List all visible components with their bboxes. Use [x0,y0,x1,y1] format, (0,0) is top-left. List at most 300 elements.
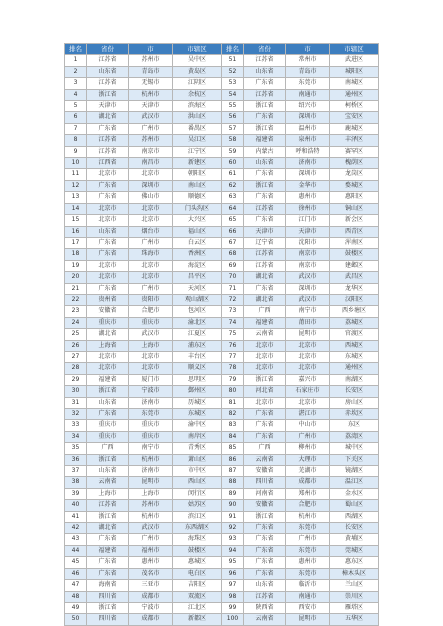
table-row [65,203,379,214]
right-district-cell: 浑南区 [330,237,379,248]
right-rank-cell: 86 [222,454,244,465]
left-rank-cell: 49 [65,602,87,613]
right-rank-cell: 100 [222,614,244,625]
left-rank-cell: 18 [65,249,87,260]
right-rank-cell: 90 [222,500,244,511]
left-city-cell: 广州市 [129,283,173,294]
right-city-cell: 大理市 [286,454,330,465]
left-district-cell: 江夏区 [173,329,222,340]
table-row [65,545,379,556]
table-row [65,431,379,442]
right-province-cell: 河南省 [244,488,286,499]
right-district-cell: 赤坎区 [330,409,379,420]
right-district-cell: 建邺区 [330,260,379,271]
left-city-cell: 武汉市 [129,329,173,340]
right-rank-cell: 67 [222,237,244,248]
table-row [65,294,379,305]
left-province-cell: 贵州省 [87,294,129,305]
table-row [65,306,379,317]
table-row [65,317,379,328]
left-city-cell: 烟台市 [129,226,173,237]
left-rank-cell: 43 [65,534,87,545]
right-rank-cell: 78 [222,363,244,374]
right-city-cell: 石家庄市 [286,386,330,397]
right-rank-cell: 85 [222,443,244,454]
table-row [65,158,379,169]
right-city-cell: 徐州市 [286,203,330,214]
table-row [65,192,379,203]
left-rank-cell: 45 [65,557,87,568]
right-rank-cell: 55 [222,101,244,112]
right-district-cell: 南湖区 [330,374,379,385]
right-rank-cell: 76 [222,340,244,351]
right-rank-cell: 79 [222,374,244,385]
right-rank-cell: 66 [222,226,244,237]
left-city-cell: 苏州市 [129,500,173,511]
right-rank-cell: 82 [222,409,244,420]
right-rank-cell: 88 [222,477,244,488]
table-row [65,443,379,454]
left-district-cell: 海淀区 [173,260,222,271]
left-rank-cell: 19 [65,260,87,271]
left-district-cell: 天河区 [173,283,222,294]
right-district-cell: 丰泽区 [330,135,379,146]
right-rank-cell: 73 [222,306,244,317]
right-city-cell: 东莞市 [286,78,330,89]
right-district-cell: 南城区 [330,78,379,89]
right-rank-cell: 72 [222,294,244,305]
left-province-cell: 天津市 [87,101,129,112]
left-district-cell: 闵行区 [173,488,222,499]
right-city-cell: 深圳市 [286,283,330,294]
left-city-cell: 广州市 [129,534,173,545]
right-district-cell: 武昌区 [330,272,379,283]
left-rank-cell: 39 [65,488,87,499]
left-rank-cell: 41 [65,511,87,522]
right-city-cell: 南通市 [286,89,330,100]
right-district-cell: 下关区 [330,454,379,465]
right-city-cell: 北京市 [286,397,330,408]
right-district-cell: 五华区 [330,614,379,625]
right-province-cell: 安徽省 [244,500,286,511]
left-province-cell: 广东省 [87,192,129,203]
right-city-cell: 广州市 [286,534,330,545]
left-rank-cell: 16 [65,226,87,237]
left-rank-cell: 3 [65,78,87,89]
right-district-cell: 西青区 [330,226,379,237]
left-rank-cell: 28 [65,363,87,374]
right-province-cell: 广西 [244,306,286,317]
right-city-cell: 芜湖市 [286,466,330,477]
left-city-cell: 深圳市 [129,180,173,191]
left-district-cell: 番禺区 [173,123,222,134]
table-row [65,523,379,534]
left-rank-cell: 27 [65,351,87,362]
left-district-cell: 包河区 [173,306,222,317]
left-rank-cell: 2 [65,66,87,77]
left-city-cell: 上海市 [129,488,173,499]
right-province-cell: 山东省 [244,580,286,591]
right-rank-cell: 98 [222,591,244,602]
left-rank-cell: 14 [65,203,87,214]
left-rank-cell: 5 [65,101,87,112]
right-province-cell: 江苏省 [244,55,286,66]
table-row [65,272,379,283]
left-rank-cell: 20 [65,272,87,283]
right-province-cell: 广东省 [244,431,286,442]
table-row [65,580,379,591]
right-province-cell: 广东省 [244,192,286,203]
right-rank-cell: 83 [222,420,244,431]
left-province-cell: 广东省 [87,283,129,294]
left-province-cell: 广东省 [87,180,129,191]
right-province-cell: 江苏省 [244,591,286,602]
left-rank-cell: 25 [65,329,87,340]
left-rank-cell: 36 [65,454,87,465]
left-district-cell: 江阴区 [173,78,222,89]
table-body [65,55,379,625]
left-province-cell: 山东省 [87,226,129,237]
right-rank-cell: 70 [222,272,244,283]
right-rank-cell: 92 [222,523,244,534]
left-province-cell: 山东省 [87,397,129,408]
right-city-cell: 郑州市 [286,488,330,499]
left-district-cell: 观山湖区 [173,294,222,305]
left-province-cell: 湖北省 [87,112,129,123]
table-row [65,249,379,260]
right-province-cell: 广东省 [244,78,286,89]
left-rank-cell: 30 [65,386,87,397]
table-row [65,146,379,157]
left-province-cell: 湖北省 [87,329,129,340]
right-province-cell: 广东省 [244,409,286,420]
table-row [65,386,379,397]
left-city-cell: 成都市 [129,614,173,625]
right-district-cell: 雁塔区 [330,602,379,613]
left-province-cell: 福建省 [87,545,129,556]
header-rank-left: 排名 [65,44,87,55]
right-district-cell: 镜湖区 [330,466,379,477]
table-row [65,534,379,545]
right-province-cell: 湖北省 [244,272,286,283]
left-rank-cell: 6 [65,112,87,123]
right-province-cell: 四川省 [244,477,286,488]
right-district-cell: 汉阳区 [330,294,379,305]
left-province-cell: 广东省 [87,557,129,568]
right-province-cell: 云南省 [244,329,286,340]
left-city-cell: 成都市 [129,591,173,602]
right-city-cell: 济南市 [286,158,330,169]
left-city-cell: 北京市 [129,203,173,214]
right-city-cell: 深圳市 [286,169,330,180]
right-province-cell: 广东省 [244,545,286,556]
left-district-cell: 历城区 [173,397,222,408]
left-district-cell: 姑苏区 [173,500,222,511]
left-district-cell: 电白区 [173,568,222,579]
left-city-cell: 苏州市 [129,135,173,146]
header-district-right: 市辖区 [330,44,379,55]
left-rank-cell: 40 [65,500,87,511]
table-row [65,123,379,134]
left-district-cell: 新都区 [173,614,222,625]
right-rank-cell: 94 [222,545,244,556]
left-city-cell: 苏州市 [129,55,173,66]
left-province-cell: 广东省 [87,534,129,545]
right-rank-cell: 52 [222,66,244,77]
right-rank-cell: 81 [222,397,244,408]
right-city-cell: 西安市 [286,602,330,613]
right-province-cell: 辽宁省 [244,237,286,248]
left-city-cell: 济南市 [129,397,173,408]
left-rank-cell: 24 [65,317,87,328]
table-row [65,101,379,112]
header-city-right: 市 [286,44,330,55]
table-row [65,112,379,123]
left-district-cell: 丰台区 [173,351,222,362]
left-district-cell: 门头沟区 [173,203,222,214]
right-city-cell: 北京市 [286,340,330,351]
left-district-cell: 江北区 [173,602,222,613]
left-city-cell: 重庆市 [129,420,173,431]
right-city-cell: 武汉市 [286,272,330,283]
left-district-cell: 滨海区 [173,101,222,112]
left-rank-cell: 31 [65,397,87,408]
right-city-cell: 湛江市 [286,409,330,420]
left-district-cell: 吴中区 [173,55,222,66]
right-district-cell: 赛罕区 [330,146,379,157]
left-district-cell: 白云区 [173,237,222,248]
right-city-cell: 中山市 [286,420,330,431]
right-district-cell: 宝安区 [330,112,379,123]
right-province-cell: 浙江省 [244,180,286,191]
right-district-cell: 城中区 [330,443,379,454]
left-district-cell: 滨江区 [173,511,222,522]
left-province-cell: 浙江省 [87,89,129,100]
table-row [65,614,379,625]
right-city-cell: 成都市 [286,477,330,488]
right-province-cell: 广东省 [244,283,286,294]
left-district-cell: 东西湖区 [173,523,222,534]
table-row [65,135,379,146]
right-district-cell: 荔湾区 [330,431,379,442]
right-district-cell: 龙华区 [330,283,379,294]
table-row [65,466,379,477]
table-row [65,420,379,431]
right-province-cell: 广东省 [244,523,286,534]
left-province-cell: 山东省 [87,66,129,77]
right-district-cell: 武进区 [330,55,379,66]
right-province-cell: 内蒙古 [244,146,286,157]
header-city-left: 市 [129,44,173,55]
right-province-cell: 江苏省 [244,89,286,100]
left-rank-cell: 1 [65,55,87,66]
right-province-cell: 广东省 [244,169,286,180]
right-district-cell: 惠东区 [330,557,379,568]
right-district-cell: 城阳区 [330,66,379,77]
left-district-cell: 海珠区 [173,534,222,545]
right-district-cell: 官渡区 [330,329,379,340]
right-district-cell: 樟木头区 [330,568,379,579]
left-city-cell: 广州市 [129,237,173,248]
table-row [65,500,379,511]
right-province-cell: 安徽省 [244,466,286,477]
right-district-cell: 西湖区 [330,511,379,522]
right-district-cell: 东城区 [330,351,379,362]
left-city-cell: 珠海市 [129,249,173,260]
left-city-cell: 无锡市 [129,78,173,89]
right-rank-cell: 84 [222,431,244,442]
right-province-cell: 福建省 [244,135,286,146]
right-rank-cell: 95 [222,557,244,568]
right-district-cell: 龙岗区 [330,169,379,180]
left-city-cell: 茂名市 [129,568,173,579]
right-province-cell: 福建省 [244,317,286,328]
right-rank-cell: 60 [222,158,244,169]
left-rank-cell: 32 [65,409,87,420]
left-district-cell: 余杭区 [173,89,222,100]
left-rank-cell: 9 [65,146,87,157]
table-row [65,78,379,89]
left-rank-cell: 47 [65,580,87,591]
right-city-cell: 沈阳市 [286,237,330,248]
table-row [65,66,379,77]
right-province-cell: 江苏省 [244,203,286,214]
left-district-cell: 浦东区 [173,340,222,351]
right-rank-cell: 57 [222,123,244,134]
right-rank-cell: 87 [222,466,244,477]
left-city-cell: 天津市 [129,101,173,112]
left-province-cell: 重庆市 [87,317,129,328]
left-province-cell: 江苏省 [87,55,129,66]
right-city-cell: 南京市 [286,249,330,260]
left-city-cell: 厦门市 [129,374,173,385]
left-city-cell: 宁波市 [129,386,173,397]
table-row [65,89,379,100]
left-district-cell: 市中区 [173,466,222,477]
left-district-cell: 东城区 [173,409,222,420]
left-province-cell: 浙江省 [87,602,129,613]
left-rank-cell: 33 [65,420,87,431]
right-district-cell: 惠阳区 [330,192,379,203]
right-city-cell: 广州市 [286,431,330,442]
left-rank-cell: 13 [65,192,87,203]
right-province-cell: 河北省 [244,386,286,397]
right-province-cell: 浙江省 [244,511,286,522]
left-province-cell: 广东省 [87,237,129,248]
right-rank-cell: 93 [222,534,244,545]
right-city-cell: 北京市 [286,351,330,362]
right-province-cell: 湖北省 [244,294,286,305]
right-rank-cell: 96 [222,568,244,579]
right-rank-cell: 62 [222,180,244,191]
right-rank-cell: 97 [222,580,244,591]
right-city-cell: 东莞市 [286,545,330,556]
left-province-cell: 海南省 [87,580,129,591]
left-district-cell: 南岸区 [173,431,222,442]
right-rank-cell: 69 [222,260,244,271]
left-rank-cell: 34 [65,431,87,442]
right-province-cell: 山东省 [244,158,286,169]
left-district-cell: 青秀区 [173,443,222,454]
left-city-cell: 重庆市 [129,431,173,442]
left-province-cell: 北京市 [87,272,129,283]
right-district-cell: 通州区 [330,363,379,374]
left-province-cell: 上海市 [87,488,129,499]
right-rank-cell: 61 [222,169,244,180]
right-city-cell: 东莞市 [286,568,330,579]
left-province-cell: 福建省 [87,374,129,385]
right-rank-cell: 68 [222,249,244,260]
left-city-cell: 福州市 [129,545,173,556]
table-row [65,454,379,465]
right-district-cell: 柯桥区 [330,101,379,112]
right-district-cell: 西城区 [330,340,379,351]
left-rank-cell: 7 [65,123,87,134]
left-rank-cell: 48 [65,591,87,602]
left-city-cell: 南京市 [129,146,173,157]
left-province-cell: 江苏省 [87,500,129,511]
left-rank-cell: 38 [65,477,87,488]
right-rank-cell: 75 [222,329,244,340]
left-district-cell: 渝北区 [173,317,222,328]
right-city-cell: 青岛市 [286,66,330,77]
left-district-cell: 西山区 [173,477,222,488]
right-rank-cell: 91 [222,511,244,522]
right-district-cell: 婺城区 [330,180,379,191]
left-province-cell: 浙江省 [87,511,129,522]
left-province-cell: 广东省 [87,249,129,260]
right-rank-cell: 51 [222,55,244,66]
header-rank-right: 排名 [222,44,244,55]
left-province-cell: 北京市 [87,260,129,271]
left-district-cell: 吴江区 [173,135,222,146]
left-district-cell: 香洲区 [173,249,222,260]
table-row [65,409,379,420]
right-district-cell: 长安区 [330,386,379,397]
left-district-cell: 新建区 [173,158,222,169]
left-province-cell: 上海省 [87,340,129,351]
left-rank-cell: 26 [65,340,87,351]
right-province-cell: 江苏省 [244,260,286,271]
right-province-cell: 陕西省 [244,602,286,613]
left-district-cell: 渝中区 [173,420,222,431]
right-rank-cell: 58 [222,135,244,146]
table-row [65,283,379,294]
left-rank-cell: 17 [65,237,87,248]
left-district-cell: 江宁区 [173,146,222,157]
right-city-cell: 南通市 [286,591,330,602]
right-city-cell: 泉州市 [286,135,330,146]
right-city-cell: 合肥市 [286,500,330,511]
left-city-cell: 北京市 [129,272,173,283]
right-district-cell: 槐荫区 [330,158,379,169]
left-rank-cell: 29 [65,374,87,385]
right-rank-cell: 99 [222,602,244,613]
left-city-cell: 杭州市 [129,89,173,100]
left-district-cell: 思明区 [173,374,222,385]
right-rank-cell: 71 [222,283,244,294]
left-district-cell: 大兴区 [173,215,222,226]
right-province-cell: 云南省 [244,454,286,465]
left-city-cell: 武汉市 [129,112,173,123]
left-province-cell: 北京市 [87,215,129,226]
right-province-cell: 北京市 [244,397,286,408]
right-rank-cell: 53 [222,78,244,89]
right-district-cell: 兰山区 [330,580,379,591]
left-city-cell: 杭州市 [129,511,173,522]
left-city-cell: 北京市 [129,169,173,180]
left-rank-cell: 10 [65,158,87,169]
